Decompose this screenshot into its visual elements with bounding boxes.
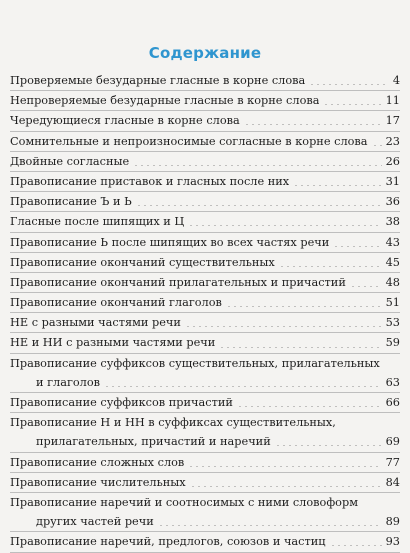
- toc-entry-line: [10, 432, 400, 451]
- toc-entry: [10, 293, 400, 313]
- toc-entry-line: [10, 333, 400, 352]
- toc-entry-line: [10, 512, 400, 531]
- dot-leader: [136, 205, 382, 206]
- toc-entry-line: [10, 91, 400, 110]
- toc-entry-line: [10, 373, 400, 392]
- toc-page-number: 43: [385, 235, 400, 249]
- dot-leader: [279, 266, 382, 267]
- toc-entry-title: Чередующиеся гласные в корне слова: [10, 114, 240, 128]
- toc-entry: [10, 233, 400, 253]
- toc-entry-title: Правописание суффиксов причастий: [10, 396, 233, 409]
- toc-entry: [10, 212, 400, 232]
- toc-entry-title: Правописание окончаний существительных: [10, 255, 275, 269]
- toc-page-number: 51: [385, 296, 400, 310]
- toc-page-number: 4: [392, 74, 400, 87]
- toc-entry: [10, 192, 400, 212]
- toc-entry-title: и глаголов: [36, 375, 101, 389]
- toc-entry: [10, 253, 400, 273]
- toc-entry-line: [10, 273, 400, 292]
- toc-entry-title: Правописание наречий, предлогов, союзов и частиц: [10, 535, 326, 549]
- toc-entry-title: Правописание окончаний глаголов: [10, 296, 222, 310]
- toc-entry: [10, 333, 400, 353]
- toc-entry-title: Сомнительные и непроизносимые согласные в корне слова: [10, 134, 368, 148]
- toc-page-number: 66: [385, 396, 400, 409]
- toc-page-number: 38: [385, 215, 400, 229]
- dot-leader: [188, 466, 381, 467]
- toc-page-number: 59: [385, 336, 400, 350]
- toc-entry: [10, 273, 400, 293]
- toc-entry-title: Правописание числительных: [10, 475, 186, 489]
- toc-entry: [10, 313, 400, 333]
- toc-entry-title: Правописание Ь после шипящих во всех частях речи: [10, 235, 330, 249]
- toc-entry-title: прилагательных, причастий и наречий: [36, 435, 271, 449]
- toc-page-number: 31: [385, 174, 400, 188]
- toc-entry-line: [10, 413, 400, 432]
- toc-entry-title: Гласные после шипящих и Ц: [10, 215, 185, 229]
- toc-page-number: 45: [385, 255, 400, 269]
- toc-entry-title: НЕ и НИ с разными частями речи: [10, 336, 216, 350]
- table-of-contents: [10, 71, 400, 553]
- toc-page-number: 89: [385, 515, 400, 529]
- row-divider: [10, 552, 400, 553]
- toc-entry-line: [10, 293, 400, 312]
- toc-page-number: 26: [385, 154, 400, 168]
- toc-entry: [10, 172, 400, 192]
- toc-entry: [10, 453, 400, 473]
- toc-page-number: 48: [385, 275, 400, 289]
- toc-page-number: 53: [385, 316, 400, 330]
- dot-leader: [219, 347, 381, 348]
- dot-leader: [244, 124, 382, 125]
- toc-entry-line: [10, 313, 400, 332]
- toc-entry-title: Двойные согласные: [10, 154, 130, 168]
- toc-page-number: 63: [385, 375, 400, 389]
- dot-leader: [104, 386, 382, 387]
- toc-entry-title: Правописание приставок и гласных после них: [10, 174, 290, 188]
- toc-entry-line: [10, 354, 400, 373]
- toc-entry: [10, 473, 400, 493]
- dot-leader: [190, 486, 382, 487]
- toc-page-number: 69: [385, 435, 400, 449]
- toc-page-number: 11: [385, 94, 400, 108]
- toc-entry-title: Проверяемые безударные гласные в корне слова: [10, 74, 306, 87]
- toc-entry-line: [10, 532, 400, 551]
- toc-entry-line: [10, 473, 400, 492]
- toc-entry: [10, 393, 400, 413]
- dot-leader: [309, 84, 386, 85]
- toc-entry: [10, 91, 400, 111]
- toc-entry-title: Правописание наречий и соотносимых с ними словоформ: [10, 495, 358, 509]
- toc-entry: [10, 354, 400, 393]
- dot-leader: [333, 246, 381, 247]
- dot-leader: [293, 185, 381, 186]
- toc-entry-title: Непроверяемые безударные гласные в корне слова: [10, 94, 320, 108]
- toc-entry-line: [10, 453, 400, 472]
- toc-page-number: 36: [385, 195, 400, 209]
- dot-leader: [330, 545, 382, 546]
- page-title: Содержание: [148, 44, 262, 62]
- toc-entry-line: [10, 393, 400, 412]
- toc-entry: [10, 71, 400, 91]
- toc-entry-line: [10, 172, 400, 191]
- toc-entry-line: [10, 132, 400, 151]
- dot-leader: [350, 286, 382, 287]
- toc-entry: [10, 111, 400, 131]
- toc-entry-line: [10, 71, 400, 90]
- dot-leader: [275, 445, 382, 446]
- toc-entry: [10, 132, 400, 152]
- toc-entry-title: Правописание Ъ и Ь: [10, 195, 132, 209]
- toc-page-number: 93: [385, 535, 400, 549]
- dot-leader: [226, 306, 382, 307]
- dot-leader: [237, 406, 382, 407]
- toc-entry-title: Правописание окончаний прилагательных и причастий: [10, 275, 346, 289]
- toc-entry: [10, 532, 400, 552]
- toc-page-number: 84: [385, 475, 400, 489]
- toc-page-number: 17: [385, 114, 400, 128]
- toc-entry-title: НЕ с разными частями речи: [10, 316, 181, 330]
- toc-entry-line: [10, 192, 400, 211]
- toc-page-number: 77: [385, 455, 400, 469]
- toc-entry-title: Правописание сложных слов: [10, 455, 185, 469]
- dot-leader: [185, 326, 382, 327]
- dot-leader: [323, 104, 381, 105]
- toc-entry-title: Правописание суффиксов существительных, прилагательных: [10, 356, 380, 370]
- toc-entry-line: [10, 493, 400, 512]
- toc-entry-title: других частей речи: [36, 515, 154, 529]
- toc-entry-line: [10, 152, 400, 171]
- dot-leader: [158, 525, 382, 526]
- toc-entry-line: [10, 111, 400, 130]
- toc-entry: [10, 152, 400, 172]
- toc-page-number: 23: [385, 134, 400, 148]
- dot-leader: [372, 145, 382, 146]
- toc-entry-line: [10, 233, 400, 252]
- toc-entry: [10, 493, 400, 532]
- toc-entry-title: Правописание Н и НН в суффиксах существительных,: [10, 416, 336, 430]
- toc-entry: [10, 413, 400, 452]
- toc-entry-line: [10, 253, 400, 272]
- dot-leader: [188, 225, 381, 226]
- dot-leader: [133, 165, 381, 166]
- toc-entry-line: [10, 212, 400, 231]
